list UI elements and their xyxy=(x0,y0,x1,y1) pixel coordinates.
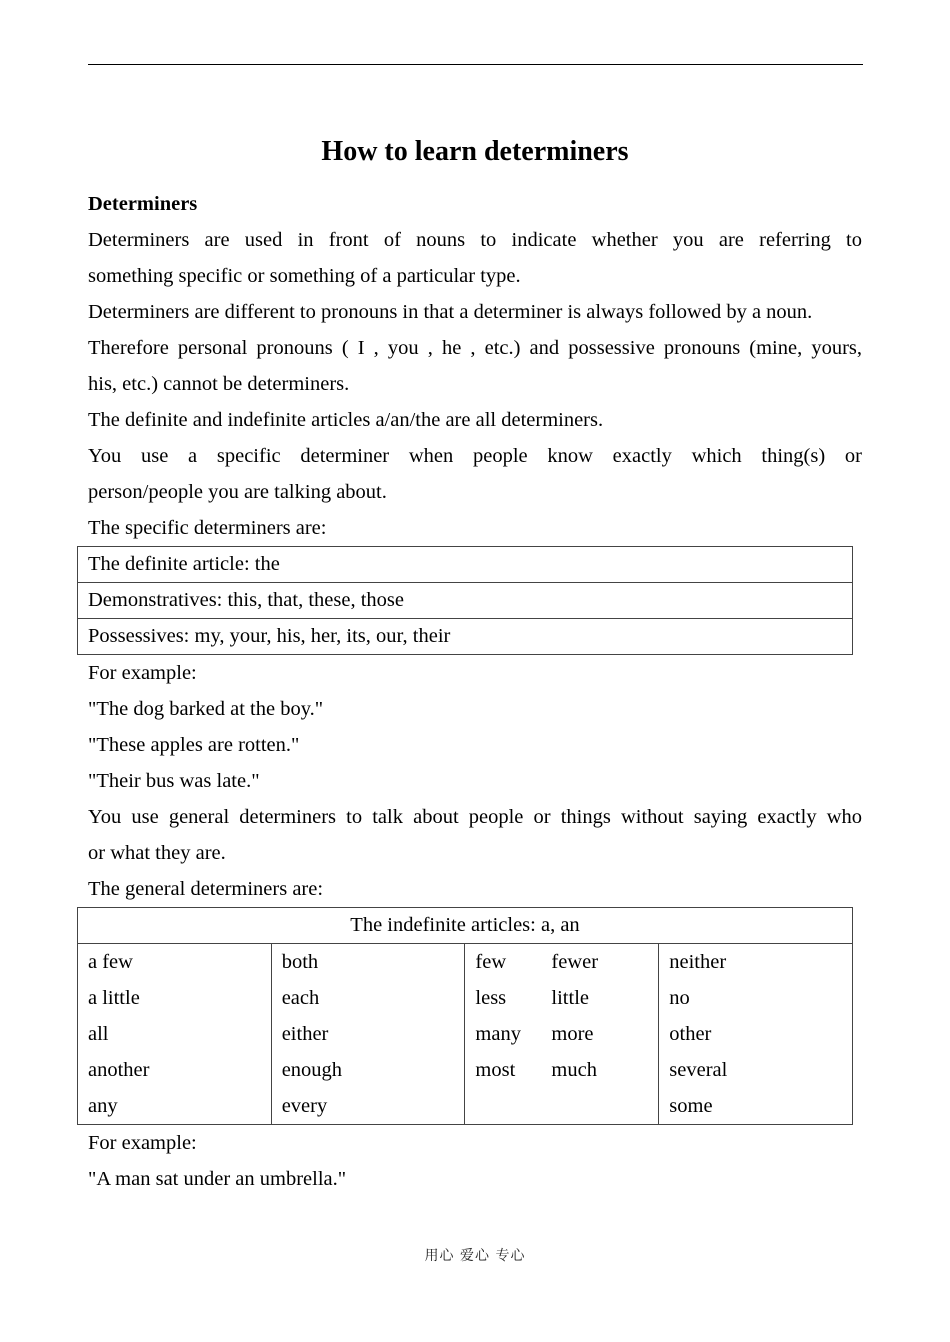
paragraph-line: something specific or something of a particular type. xyxy=(88,265,521,287)
paragraph-line: Therefore personal pronouns ( I , you , he , etc.) and possessive pronouns (mine, yours, xyxy=(88,337,862,359)
table-row xyxy=(78,547,853,583)
paragraph-line: Determiners are different to pronouns in that a determiner is always followed by a noun. xyxy=(88,301,813,323)
paragraph-line: or what they are. xyxy=(88,842,226,864)
determiner-item: any xyxy=(88,1095,118,1117)
determiner-pair xyxy=(475,944,648,980)
determiner-item: a few xyxy=(88,951,133,973)
header-rule xyxy=(88,64,863,65)
determiner-item: little xyxy=(551,987,589,1009)
determiner-item: much xyxy=(551,1059,597,1081)
table-cell: Possessives: my, your, his, her, its, our, their xyxy=(78,619,853,655)
table-column-4 xyxy=(659,944,853,1125)
determiner-pair xyxy=(475,980,648,1016)
paragraph-line: person/people you are talking about. xyxy=(88,481,387,503)
section-heading: Determiners xyxy=(88,193,198,215)
determiner-item: few xyxy=(475,951,507,973)
page-footer: 用心 爱心 专心 xyxy=(424,1248,526,1264)
paragraph-line: You use general determiners to talk about people or things without saying exactly who xyxy=(88,806,862,828)
table-row xyxy=(78,619,853,655)
example-sentence: "These apples are rotten." xyxy=(88,734,300,756)
determiner-pair xyxy=(475,1052,648,1088)
determiner-item: several xyxy=(669,1059,728,1081)
determiner-item: all xyxy=(88,1023,109,1045)
paragraph-line: You use a specific determiner when people know exactly which thing(s) or xyxy=(88,445,862,467)
determiner-item: less xyxy=(475,987,507,1009)
determiner-item: a little xyxy=(88,987,140,1009)
table-column-2 xyxy=(271,944,465,1125)
example-label: For example: xyxy=(88,1132,197,1154)
determiner-item: either xyxy=(281,1023,329,1045)
determiner-item: fewer xyxy=(551,951,599,973)
table-header-cell: The indefinite articles: a, an xyxy=(78,908,853,944)
table-header-row xyxy=(78,908,853,944)
paragraph-line: The definite and indefinite articles a/an/the are all determiners. xyxy=(88,409,604,431)
document-body xyxy=(88,186,862,1197)
page-title: How to learn determiners xyxy=(321,136,629,167)
determiner-item: neither xyxy=(669,951,727,973)
determiner-item: many xyxy=(475,1023,521,1045)
table-column-3 xyxy=(465,944,659,1125)
determiner-item: both xyxy=(281,951,319,973)
determiner-item: enough xyxy=(281,1059,343,1081)
table-column-1 xyxy=(78,944,272,1125)
example-label: For example: xyxy=(88,662,197,684)
determiner-item: each xyxy=(281,987,320,1009)
paragraph-line: his, etc.) cannot be determiners. xyxy=(88,373,350,395)
determiner-item: other xyxy=(669,1023,712,1045)
determiner-item: another xyxy=(88,1059,150,1081)
example-sentence: "The dog barked at the boy." xyxy=(88,698,324,720)
table-row xyxy=(78,583,853,619)
example-sentence: "Their bus was late." xyxy=(88,770,260,792)
paragraph-line: The general determiners are: xyxy=(88,878,324,900)
paragraph-line: The specific determiners are: xyxy=(88,517,327,539)
general-determiners-table xyxy=(77,907,853,1125)
table-cell: The definite article: the xyxy=(78,547,853,583)
determiner-item: most xyxy=(475,1059,516,1081)
table-cell: Demonstratives: this, that, these, those xyxy=(78,583,853,619)
paragraph-line: Determiners are used in front of nouns to indicate whether you are referring to xyxy=(88,229,862,251)
table-row xyxy=(78,944,853,1125)
specific-determiners-table xyxy=(77,546,853,655)
determiner-item: no xyxy=(669,987,690,1009)
determiner-item: some xyxy=(669,1095,713,1117)
determiner-pair xyxy=(475,1016,648,1052)
determiner-item: every xyxy=(281,1095,328,1117)
example-sentence: "A man sat under an umbrella." xyxy=(88,1168,347,1190)
determiner-item: more xyxy=(551,1023,594,1045)
